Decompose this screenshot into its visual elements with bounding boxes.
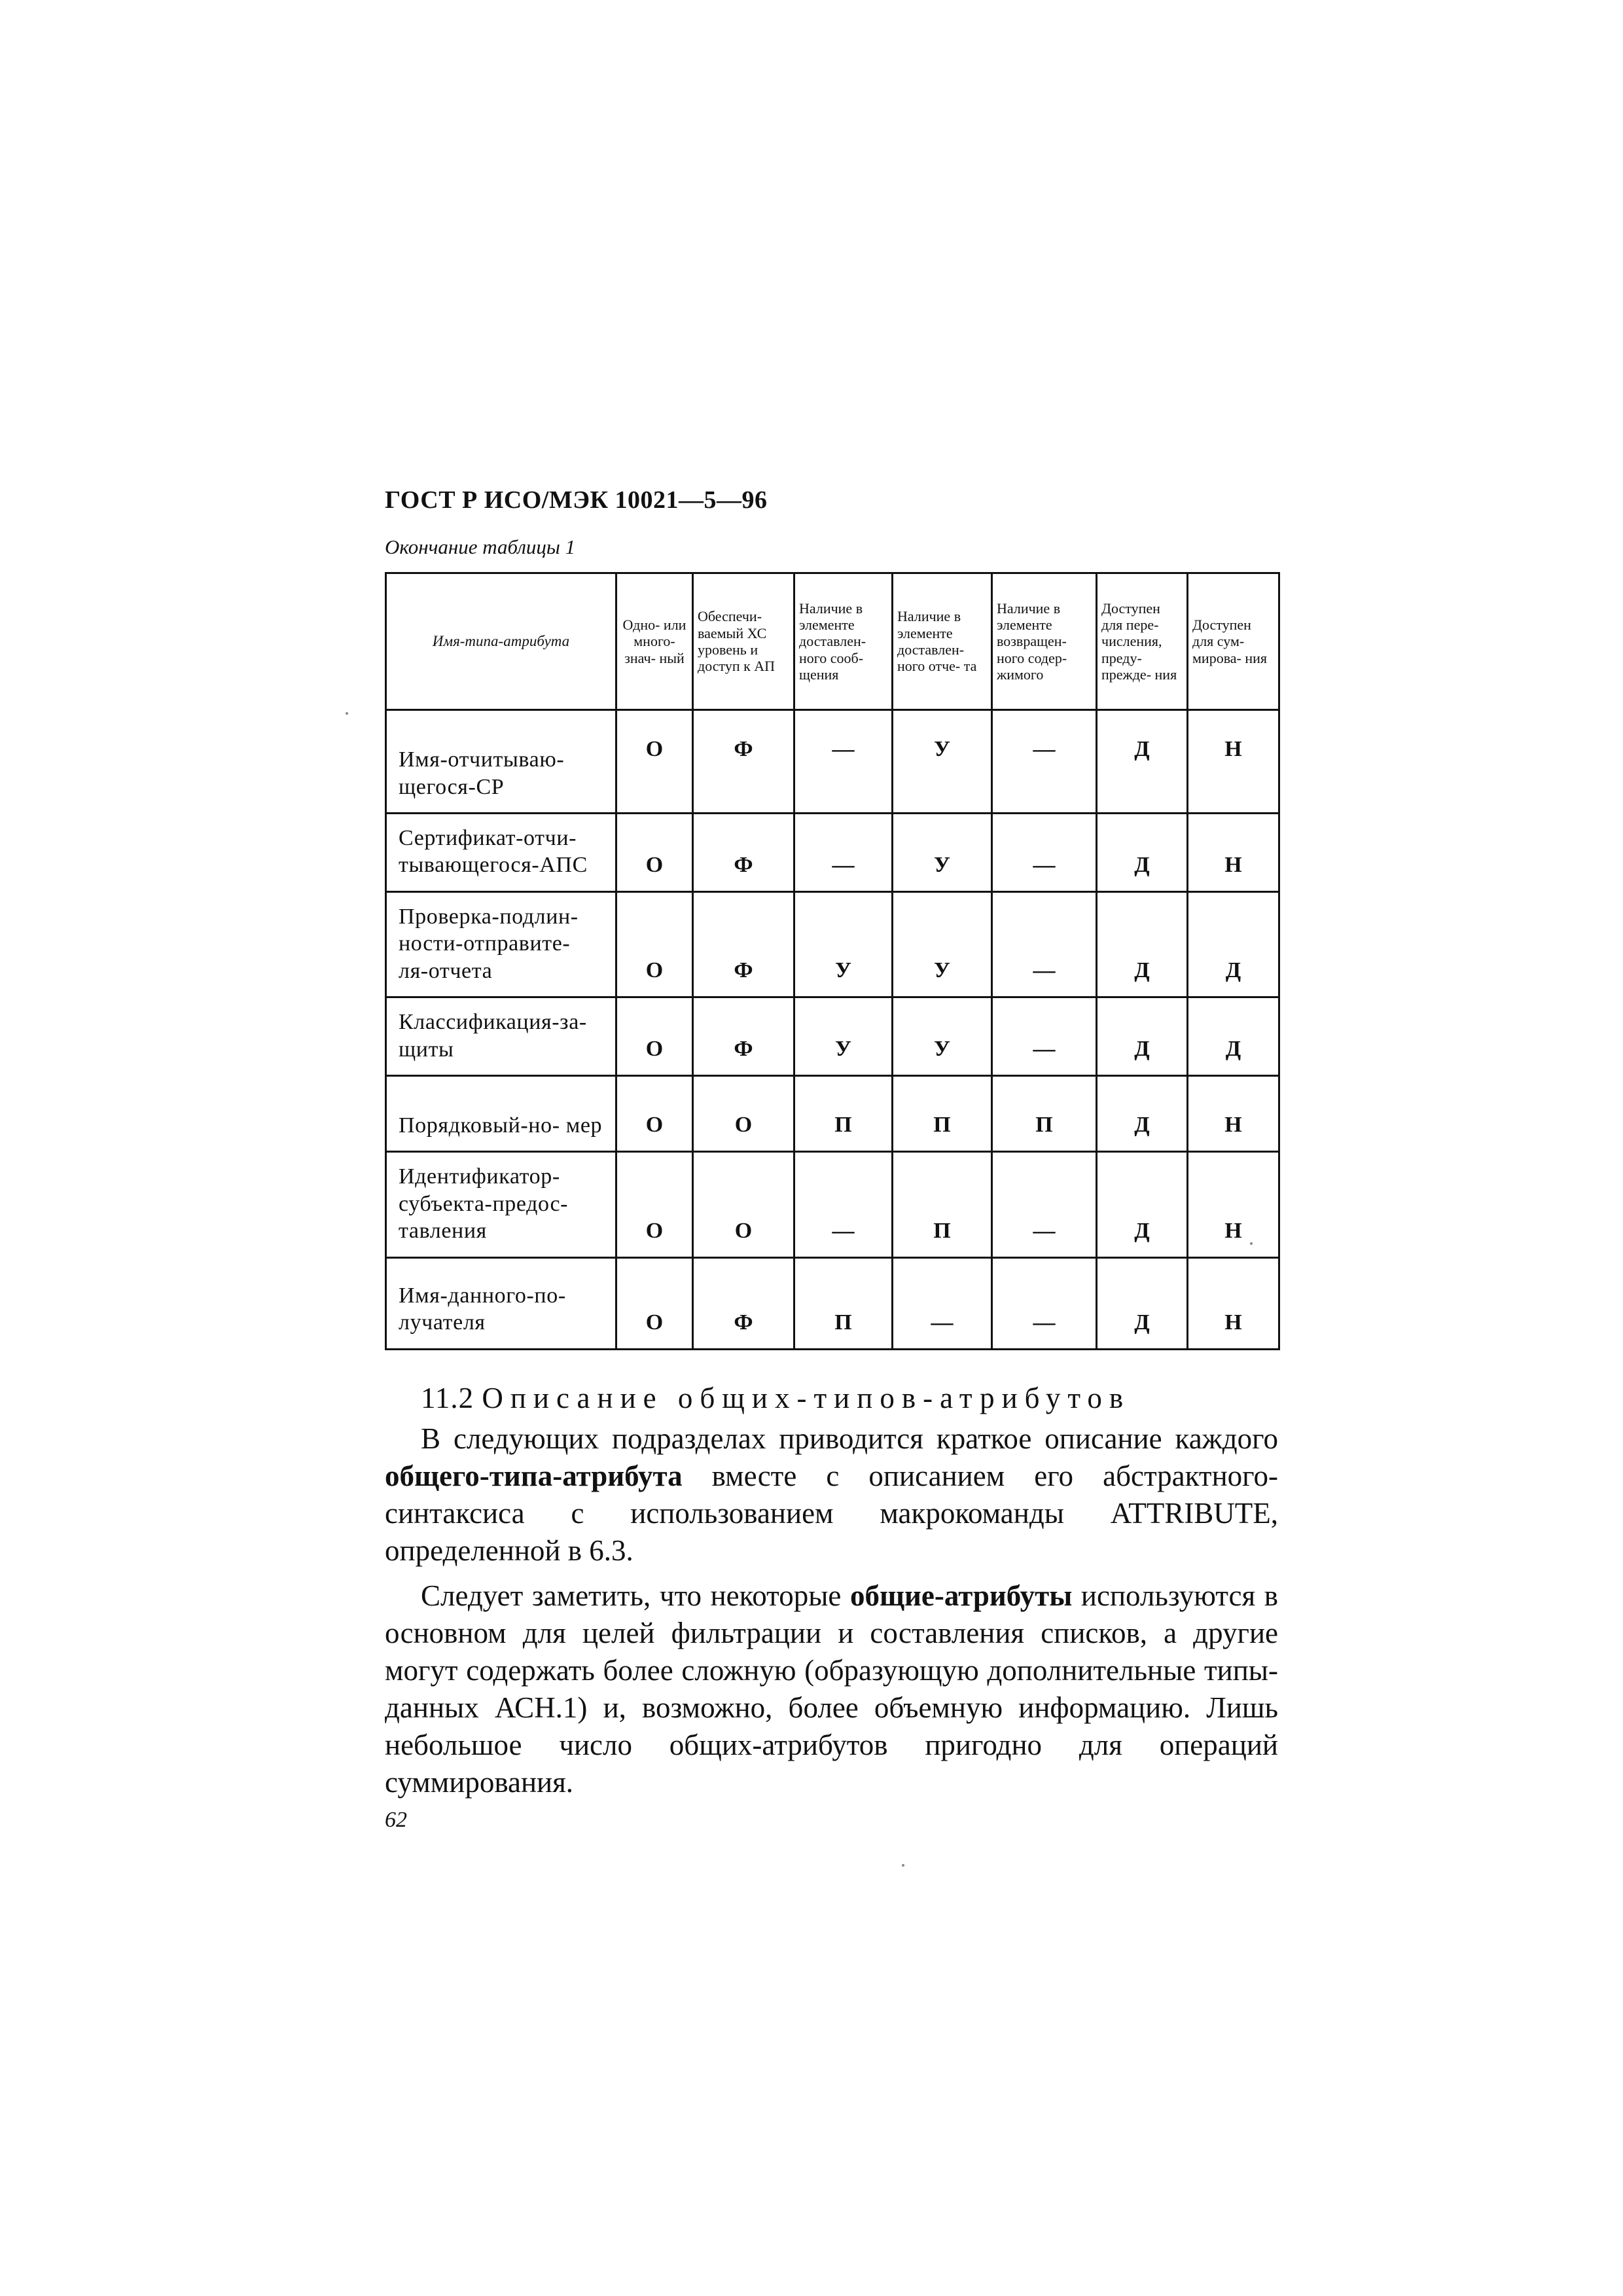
- value-cell: У: [893, 891, 992, 997]
- attribute-name-cell: Имя-данного-по- лучателя: [386, 1257, 616, 1349]
- column-header: Наличие в элементе доставлен- ного сооб- щения: [794, 573, 893, 710]
- value-cell: —: [794, 1152, 893, 1257]
- value-cell: Ф: [693, 814, 794, 892]
- value-cell: Н: [1188, 1152, 1279, 1257]
- value-cell: Д: [1097, 891, 1188, 997]
- value-cell: Ф: [693, 891, 794, 997]
- value-cell: У: [893, 710, 992, 814]
- emphasis-term: общие-атрибуты: [849, 1579, 1073, 1612]
- attribute-name-cell: Имя-отчитываю- щегося-СР: [386, 710, 616, 814]
- table-row: [386, 814, 1279, 892]
- table-header-row: [386, 573, 1279, 710]
- value-cell: —: [893, 1257, 992, 1349]
- value-cell: —: [992, 891, 1097, 997]
- value-cell: Д: [1188, 891, 1279, 997]
- value-cell: У: [794, 997, 893, 1076]
- value-cell: У: [893, 997, 992, 1076]
- value-cell: Н: [1188, 710, 1279, 814]
- value-cell: П: [992, 1076, 1097, 1152]
- value-cell: У: [893, 814, 992, 892]
- value-cell: О: [616, 997, 693, 1076]
- value-cell: Н: [1188, 814, 1279, 892]
- value-cell: О: [616, 891, 693, 997]
- value-cell: Д: [1188, 997, 1279, 1076]
- value-cell: Н: [1188, 1257, 1279, 1349]
- value-cell: П: [794, 1076, 893, 1152]
- column-header: Доступен для сум- мирова- ния: [1188, 573, 1279, 710]
- table-row: [386, 1076, 1279, 1152]
- value-cell: О: [616, 814, 693, 892]
- value-cell: П: [893, 1152, 992, 1257]
- value-cell: Д: [1097, 1076, 1188, 1152]
- table-row: [386, 997, 1279, 1076]
- value-cell: Н: [1188, 1076, 1279, 1152]
- value-cell: Ф: [693, 1257, 794, 1349]
- value-cell: О: [693, 1152, 794, 1257]
- value-cell: Д: [1097, 1152, 1188, 1257]
- value-cell: П: [794, 1257, 893, 1349]
- attribute-name-cell: Порядковый-но- мер: [386, 1076, 616, 1152]
- attribute-name-cell: Идентификатор- субъекта-предос- тавления: [386, 1152, 616, 1257]
- table-row: [386, 1152, 1279, 1257]
- emphasis-term: общего-типа-атрибута: [385, 1460, 683, 1492]
- value-cell: Ф: [693, 997, 794, 1076]
- table-row: [386, 891, 1279, 997]
- attribute-name-cell: Сертификат-отчи- тывающегося-АПС: [386, 814, 616, 892]
- value-cell: —: [992, 710, 1097, 814]
- value-cell: —: [794, 710, 893, 814]
- value-cell: О: [616, 1257, 693, 1349]
- table-row: [386, 710, 1279, 814]
- value-cell: Д: [1097, 1257, 1188, 1349]
- paragraph: Следует заметить, что некоторые общие-атрибуты используются в основном для целей фильтрации и составления списков, а другие могут содержать более сложную (образующую дополнительные типы-данных АСН.1) и, возможно, более объемную информацию. Лишь небольшое число общих-атрибутов пригодно для операций суммирования.: [385, 1579, 1278, 1799]
- document-header: ГОСТ Р ИСО/МЭК 10021—5—96: [385, 486, 768, 514]
- column-header: Одно- или много- знач- ный: [616, 573, 693, 710]
- section-title: Описание общих-типов-атрибутов: [482, 1382, 1131, 1414]
- value-cell: Д: [1097, 710, 1188, 814]
- table-caption: Окончание таблицы 1: [385, 535, 576, 558]
- section-number: 11.2: [421, 1382, 474, 1414]
- value-cell: Ф: [693, 710, 794, 814]
- column-header: Имя-типа-атрибута: [386, 573, 616, 710]
- value-cell: О: [616, 1076, 693, 1152]
- value-cell: Д: [1097, 997, 1188, 1076]
- section-heading: [421, 1381, 1130, 1415]
- paragraph: В следующих подразделах приводится краткое описание каждого общего-типа-атрибута вместе с описанием его абстрактного-синтаксиса с использованием макрокоманды ATTRIBUTE, определенной в 6.3.: [385, 1422, 1278, 1567]
- attribute-name-cell: Проверка-подлин- ности-отправите- ля-отчета: [386, 891, 616, 997]
- value-cell: У: [794, 891, 893, 997]
- value-cell: О: [693, 1076, 794, 1152]
- column-header: Обеспечи- ваемый ХС уровень и доступ к АП: [693, 573, 794, 710]
- scan-speck: [1250, 1242, 1253, 1245]
- table-row: [386, 1257, 1279, 1349]
- value-cell: —: [992, 997, 1097, 1076]
- value-cell: Д: [1097, 814, 1188, 892]
- value-cell: —: [992, 1152, 1097, 1257]
- attribute-name-cell: Классификация-за- щиты: [386, 997, 616, 1076]
- value-cell: П: [893, 1076, 992, 1152]
- value-cell: —: [992, 1257, 1097, 1349]
- value-cell: О: [616, 1152, 693, 1257]
- value-cell: О: [616, 710, 693, 814]
- page-number: 62: [385, 1808, 407, 1832]
- column-header: Наличие в элементе возвращен- ного содер- жимого: [992, 573, 1097, 710]
- value-cell: —: [794, 814, 893, 892]
- column-header: Доступен для пере- числения, преду- прежде- ния: [1097, 573, 1188, 710]
- column-header: Наличие в элементе доставлен- ного отче- та: [893, 573, 992, 710]
- value-cell: —: [992, 814, 1097, 892]
- scan-speck: [902, 1864, 904, 1867]
- attributes-table: [385, 572, 1280, 1350]
- scan-speck: [346, 712, 348, 715]
